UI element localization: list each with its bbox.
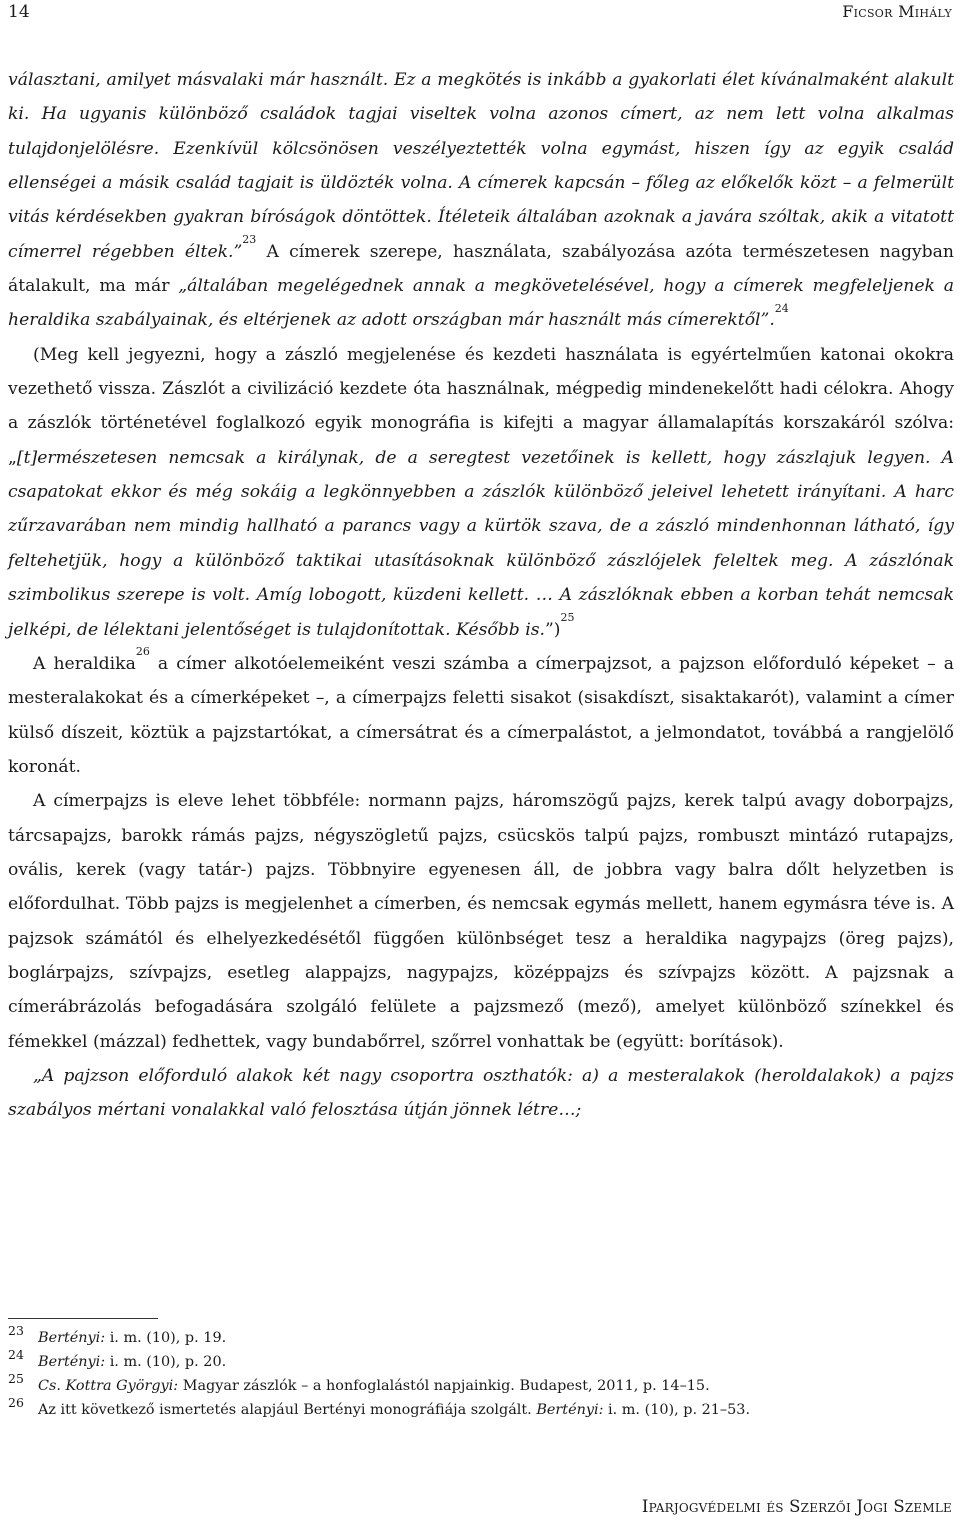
footnote-number: 24: [8, 1347, 24, 1362]
footnotes: [8, 1323, 954, 1422]
footnote-text: i. m. (10), p. 19.: [105, 1330, 227, 1346]
footnote-text: Magyar zászlók – a honfoglalástól napjainkig. Budapest, 2011, p. 14–15.: [178, 1378, 710, 1394]
paragraph-2: [8, 338, 954, 647]
quote-text: „A pajzson előforduló alakok két nagy csoportra oszthatók: a) a mesteralakok (heroldalakok) a pajzs szabályos mértani vonalakkal való felosztása útján jönnek létre…;: [8, 1065, 954, 1121]
footnote-24: [8, 1347, 954, 1374]
footnote-author: Cs. Kottra Györgyi:: [38, 1378, 179, 1394]
quote-text: [t]ermészetesen nemcsak a királynak, de a seregtest vezetőinek is kellett, hogy zászlajuk legyen. A csapatokat ekkor és még sokáig a legkönnyebben a zászlók különböző jeleivel lehetett irányítani. A harc zűrzavarában nem mindig hallható a parancs vagy a kürtök szava, de a zászló mindenhonnan látható, így feltehetjük, hogy a különböző taktikai utasításoknak különböző zászlójelek feleltek meg. A zászlónak szimbolikus szerepe is volt. Amíg lobogott, küzdeni kellett. … A zászlóknak ebben a korban tehát nemcsak jelképi, de lélektani jelentőséget is tulajdonítottak. Később is.: [8, 447, 954, 640]
footnote-23: [8, 1323, 954, 1350]
running-head-author: Ficsor Mihály: [842, 2, 952, 21]
footnote-ref-24[interactable]: 24: [774, 301, 789, 315]
footnote-number: 25: [8, 1371, 24, 1386]
paragraph-5: [8, 1059, 954, 1128]
footnote-author: Bertényi:: [38, 1354, 106, 1370]
page-number: 14: [8, 2, 30, 22]
footnote-number: 26: [8, 1395, 24, 1410]
footnote-25: [8, 1371, 954, 1398]
footnote-26: [8, 1395, 954, 1422]
body-text: A heraldika: [33, 653, 136, 674]
body-text: A címerek szerepe, használata, szabályozása azóta természetesen nagyban átalakult, ma már: [8, 241, 954, 297]
quote-text: választani, amilyet másvalaki már használt. Ez a megkötés is inkább a gyakorlati élet kívánalmaként alakult ki. Ha ugyanis különböző családok tagjai viseltek volna azonos címert, az nem lett volna alkalmas tulajdonjelölésre. Ezenkívül kölcsönösen veszélyeztették volna egymást, hiszen így az egyik család ellenségei a másik család tagjait is üldözték volna. A címerek kapcsán – főleg az előkelők közt – a felmerült vitás kérdésekben gyakran bíróságok döntöttek. Ítéleteik általában azoknak a javára szóltak, akik a vitatott címerrel régebben éltek.”: [8, 70, 954, 262]
body-text: a címer alkotóelemeiként veszi számba a címerpajzsot, a pajzson előforduló képeket – a mesteralakokat és a címerképeket –, a címerpajzs feletti sisakot (sisakdíszt, sisaktakarót), valamint a címer külső díszeit, köztük a pajzstartókat, a címersátrat és a címerpalástot, a jelmondatot, továbbá a rangjelölő koronát.: [8, 653, 954, 777]
page-header: [8, 2, 952, 28]
journal-footer: Iparjogvédelmi és Szerzői Jogi Szemle: [641, 1497, 952, 1516]
footnote-ref-23[interactable]: 23: [242, 232, 257, 246]
footnote-text: i. m. (10), p. 21–53.: [603, 1402, 751, 1418]
footnote-text: Az itt következő ismertetés alapjául Bertényi monográfiája szolgált.: [38, 1402, 537, 1418]
footnote-number: 23: [8, 1323, 24, 1338]
footnote-separator: [8, 1318, 158, 1319]
footnote-ref-25[interactable]: 25: [560, 610, 575, 624]
paragraph-3: [8, 647, 954, 784]
footnote-text: i. m. (10), p. 20.: [105, 1354, 227, 1370]
paragraph-4: A címerpajzs is eleve lehet többféle: normann pajzs, háromszögű pajzs, kerek talpú avagy doborpajzs, tárcsapajzs, barokk rámás pajzs, négyszögletű pajzs, csücskös talpú pajzs, rombuszt mintázó rutapajzs, ovális, kerek (vagy tatár-) pajzs. Többnyire egyenesen áll, de jobbra vagy balra dőlt helyzetben is előfordulhat. Több pajzs is megjelenhet a címerben, és nemcsak egymás mellett, hanem egymásra téve is. A pajzsok számától és elhelyezkedésétől függően különbséget tesz a heraldika nagypajzs (öreg pajzs), boglárpajzs, szívpajzs, esetleg alappajzs, nagypajzs, középpajzs és szívpajzs között. A pajzsnak a címerábrázolás befogadására szolgáló felülete a pajzsmező (mező), amelyet különböző színekkel és fémekkel (mázzal) fedhettek, vagy bundabőrrel, szőrrel vonhattak be (együtt: borítások).: [8, 791, 954, 1052]
footnote-ref-26[interactable]: 26: [135, 645, 150, 659]
footnote-author: Bertényi:: [38, 1330, 106, 1346]
footnote-author: Bertényi:: [536, 1402, 604, 1418]
article-body: [8, 63, 954, 1128]
body-text: ”): [544, 619, 561, 640]
quote-text: „általában megelégednek annak a megkövetelésével, hogy a címerek megfeleljenek a heraldika szabályainak, és eltérjenek az adott országban már használt más címerektől”.: [8, 276, 954, 331]
paragraph-1: [8, 63, 954, 338]
body-text: (Meg kell jegyezni, hogy a zászló megjelenése és kezdeti használata is egyértelműen katonai okokra vezethető vissza. Zászlót a civilizáció kezdete óta használnak, mégpedig mindenekelőtt hadi célokra. Ahogy a zászlók történetével foglalkozó egyik monográfia is kifejti a magyar államalapítás korszakáról szólva: „: [8, 344, 954, 468]
